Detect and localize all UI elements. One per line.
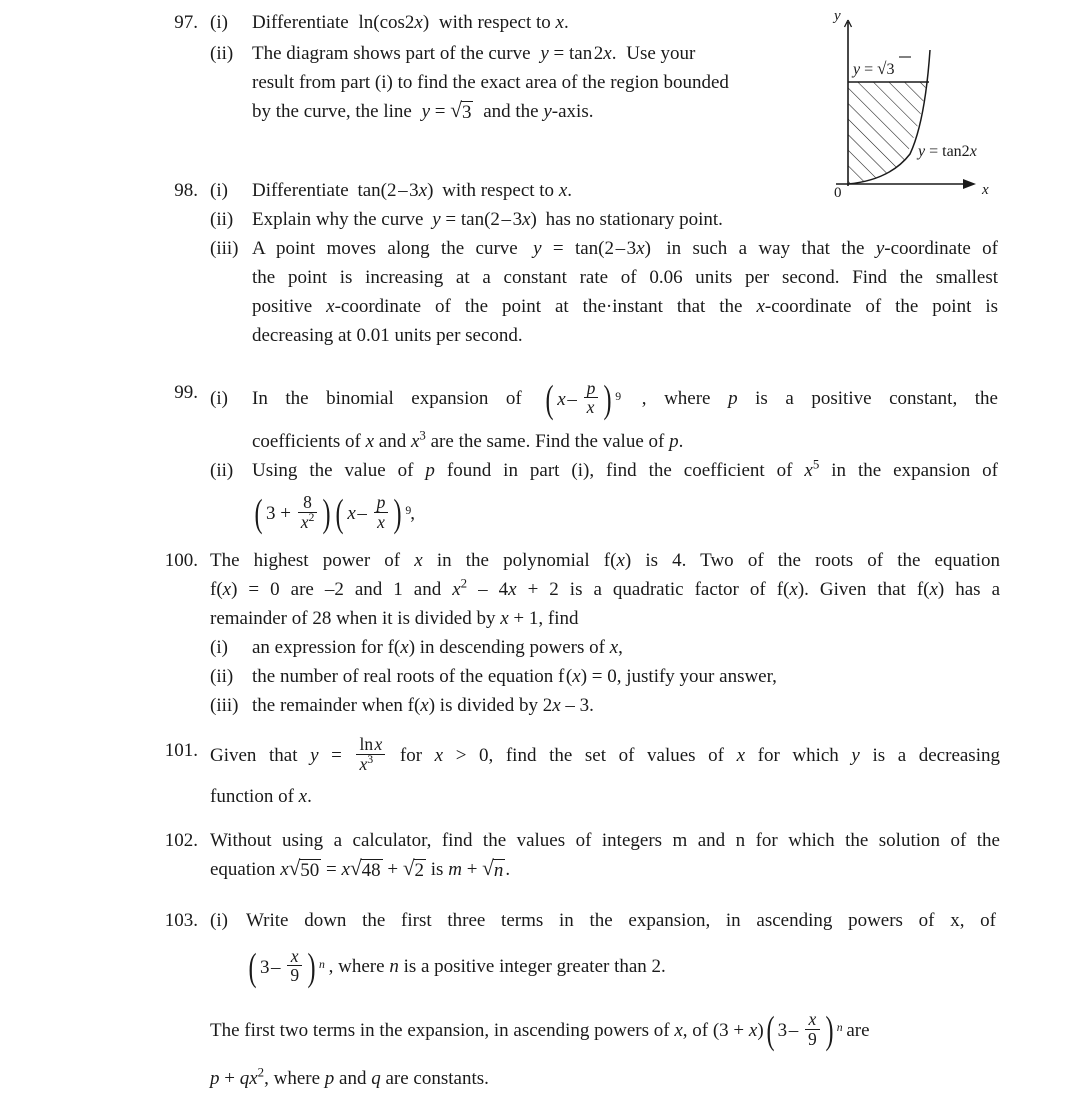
question-99-number: 99. bbox=[174, 382, 198, 403]
part-label: (i) bbox=[210, 180, 228, 201]
question-98-part-iii bbox=[210, 234, 998, 350]
part-text bbox=[246, 906, 996, 992]
part-label: (i) bbox=[210, 910, 228, 931]
line: result from part (i) to find the exact area of the region bounded bbox=[252, 72, 729, 93]
part-label: (i) bbox=[210, 12, 228, 33]
question-103-tail-line-1: The first two terms in the expansion, in ascending powers of x, of (3 + x) ( 3 – $\frac{x}{9}$ ) n are bbox=[210, 1006, 1000, 1057]
part-text bbox=[252, 456, 998, 538]
question-98 bbox=[152, 176, 998, 350]
question-98-part-i bbox=[210, 176, 998, 205]
question-100-stem-line-1: The highest power of x in the polynomial f(x) is 4. Two of the roots of the equation bbox=[210, 550, 1000, 571]
question-97 bbox=[152, 8, 832, 126]
part-text bbox=[252, 234, 998, 350]
question-100-stem-line-3: remainder of 28 when it is divided by x + 1, find bbox=[210, 608, 579, 629]
part-text: an expression for f(x) in descending powers of x, bbox=[252, 637, 623, 658]
question-101-stem-line-2: function of x. bbox=[210, 786, 312, 807]
question-101-stem-line-1: Given that y = $\frac{\text{ln x}}{x^3}$ for x > 0, find the set of values of x for which y is a decreasing bbox=[210, 734, 1000, 774]
text-fragment: are bbox=[846, 1019, 870, 1041]
math-y-tan2x: y = tan 2x. bbox=[540, 43, 617, 64]
text-fragment: , where p is a positive constant, the bbox=[641, 388, 998, 409]
part-label: (iii) bbox=[210, 238, 239, 259]
question-101-number: 101. bbox=[164, 740, 198, 761]
text-fragment: Use your bbox=[626, 43, 696, 64]
question-103-part-i bbox=[210, 906, 1000, 992]
question-97-part-i bbox=[210, 8, 820, 37]
math-factor-3-plus-8-over-x2: ( 3 + $\frac{8}{x^2}$ ) bbox=[254, 492, 331, 536]
question-100-part-ii bbox=[210, 662, 1000, 691]
text-fragment: The diagram shows part of the curve bbox=[252, 43, 531, 64]
curve-tan2x-region-diagram bbox=[826, 4, 1080, 200]
line bbox=[252, 39, 817, 68]
line bbox=[252, 491, 998, 538]
line: coefficients of x and $x^3$ are the same. Find the value of p. bbox=[252, 427, 684, 452]
math-surd-50: √ 50 bbox=[288, 856, 320, 882]
question-100-stem-line-2: f(x) = 0 are –2 and 1 and $x^2 - 4x + 2$ is a quadratic factor of f(x). Given that f(x) has a bbox=[210, 575, 1001, 600]
text-fragment: with respect to x. bbox=[438, 12, 569, 33]
diagram-svg bbox=[826, 4, 1080, 200]
line bbox=[252, 97, 817, 126]
math-factor-x-minus-p-over-x-pow9: ( x – $\frac{p}{x}$ ) 9 bbox=[335, 492, 412, 536]
part-label: (i) bbox=[210, 388, 228, 409]
math-tan-2-3x: tan(2 – 3x) bbox=[357, 180, 434, 201]
part-label: (ii) bbox=[210, 666, 234, 687]
part-text bbox=[252, 39, 817, 126]
text-fragment: has no stationary point. bbox=[545, 209, 723, 230]
text-fragment: In the binomial expansion of bbox=[252, 388, 522, 409]
part-text bbox=[252, 378, 998, 456]
y-axis-label: y bbox=[834, 8, 841, 24]
question-100-part-i bbox=[210, 633, 1000, 662]
line: decreasing at 0.01 units per second. bbox=[252, 325, 523, 346]
origin-label: 0 bbox=[834, 185, 842, 200]
text-fragment: with respect to x. bbox=[442, 180, 572, 201]
question-103 bbox=[152, 906, 998, 1093]
math-surd-2: √ 2 bbox=[402, 856, 425, 882]
part-text bbox=[252, 176, 572, 205]
line bbox=[252, 378, 998, 421]
text-fragment: Differentiate bbox=[252, 180, 349, 201]
math-surd-48: √ 48 bbox=[349, 856, 381, 882]
question-101 bbox=[152, 736, 998, 811]
math-y-tan-2-3x: y = tan(2 – 3x) bbox=[432, 209, 537, 230]
question-102 bbox=[152, 826, 998, 884]
text-fragment: by the curve, the line bbox=[252, 101, 412, 122]
math-y-tan-2-3x: y = tan(2 – 3x) bbox=[533, 238, 651, 259]
part-label: (i) bbox=[210, 637, 228, 658]
line: positive x-coordinate of the point at the·instant that the x-coordinate of the point is bbox=[252, 296, 998, 317]
question-97-part-ii bbox=[210, 39, 820, 126]
svg-text:y = √3: y = √3 bbox=[853, 59, 895, 78]
text-fragment: and the y-axis. bbox=[483, 101, 594, 122]
part-label: (ii) bbox=[210, 209, 234, 230]
text-fragment: Differentiate bbox=[252, 12, 349, 33]
math-y-sqrt3: y = √ 3 bbox=[421, 98, 472, 124]
line bbox=[246, 943, 996, 992]
question-100-number: 100. bbox=[164, 550, 198, 571]
math-expr-3-minus-x-over-9-pow-n: ( 3 – $\frac{x}{9}$ ) n bbox=[766, 1009, 843, 1053]
part-text bbox=[252, 205, 723, 234]
question-98-part-ii bbox=[210, 205, 998, 234]
line-label-y-sqrt3 bbox=[851, 57, 911, 78]
line bbox=[252, 234, 998, 263]
part-label: (iii) bbox=[210, 695, 239, 716]
question-102-stem-line-2: equation x √ 50 = x √ 48 + √ 2 is m + √ n . bbox=[210, 856, 511, 882]
question-98-number: 98. bbox=[174, 180, 198, 201]
part-label: (ii) bbox=[210, 43, 234, 64]
math-ln-cos2x: ln(cos2x) bbox=[358, 12, 430, 33]
curve-label-y-tan2x: y = tan2x bbox=[918, 143, 977, 160]
part-label: (ii) bbox=[210, 459, 234, 481]
part-text: the number of real roots of the equation f (x) = 0, justify your answer, bbox=[252, 666, 777, 687]
text-fragment: A point moves along the curve bbox=[252, 238, 518, 259]
question-103-tail-line-2: $p + qx^2$, where p and q are constants. bbox=[210, 1064, 489, 1090]
math-binomial-x-minus-p-over-x: ( x – $\frac{p}{x}$ ) 9 bbox=[545, 377, 622, 421]
text-fragment: , where n is a positive integer greater than 2. bbox=[328, 956, 666, 977]
question-103-number: 103. bbox=[164, 910, 198, 931]
question-99-part-ii bbox=[210, 456, 998, 538]
question-99 bbox=[152, 378, 998, 537]
math-expr-3-minus-x-over-9-pow-n: ( 3 – $\frac{x}{9}$ ) n bbox=[248, 945, 325, 989]
line: the point is increasing at a constant rate of 0.06 units per second. Find the smallest bbox=[252, 267, 998, 288]
text-fragment: in such a way that the y-coordinate of bbox=[666, 238, 998, 259]
part-text bbox=[252, 8, 569, 37]
question-99-part-i bbox=[210, 378, 998, 456]
part-text: the remainder when f(x) is divided by 2x – 3. bbox=[252, 695, 594, 716]
question-97-number: 97. bbox=[174, 12, 198, 33]
question-100 bbox=[152, 546, 1001, 720]
line: Write down the first three terms in the expansion, in ascending powers of x, of bbox=[246, 910, 996, 931]
text-fragment: Explain why the curve bbox=[252, 209, 424, 230]
question-100-part-iii bbox=[210, 691, 1000, 720]
math-fraction-lnx-over-x3: $\frac{\text{ln x}}{x^3}$ bbox=[356, 735, 385, 773]
x-axis-label: x bbox=[982, 182, 989, 198]
math-surd-n: √ n bbox=[482, 856, 504, 882]
question-102-stem-line-1: Without using a calculator, find the values of integers m and n for which the solution of the bbox=[210, 830, 1000, 851]
text-fragment: , bbox=[410, 502, 415, 524]
line: Using the value of p found in part (i), find the coefficient of $x^5$ in the expansion of bbox=[252, 456, 999, 481]
question-102-number: 102. bbox=[164, 830, 198, 851]
